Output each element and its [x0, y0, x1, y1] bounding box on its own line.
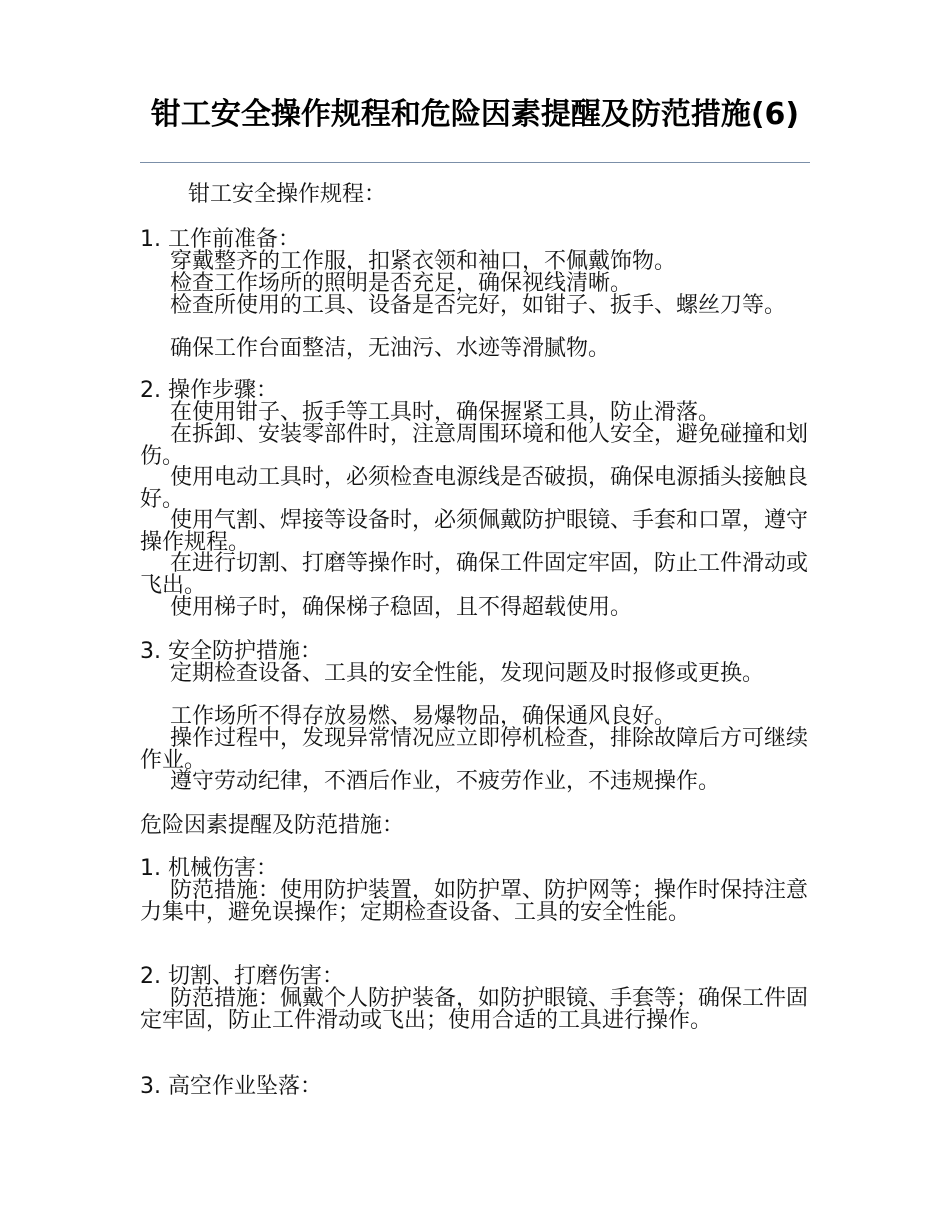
section-2-item: 在进行切割、打磨等操作时，确保工件固定牢固，防止工件滑动或飞出。 — [140, 551, 809, 598]
hazard-2-text: 防范措施：佩戴个人防护装备，如防护眼镜、手套等；确保工件固定牢固，防止工件滑动或飞出；使用合适的工具进行操作。 — [140, 986, 809, 1033]
hazard-intro: 危险因素提醒及防范措施： — [140, 813, 405, 838]
section-1-item: 确保工作台面整洁，无油污、水迹等滑腻物。 — [170, 336, 611, 361]
section-2-item: 在拆卸、安装零部件时，注意周围环境和他人安全，避免碰撞和划伤。 — [140, 422, 809, 469]
section-2-heading: 2. 操作步骤： — [140, 378, 278, 403]
document-title: 钳工安全操作规程和危险因素提醒及防范措施(6) — [150, 97, 800, 132]
section-2-item: 使用电动工具时，必须检查电源线是否破损，确保电源插头接触良好。 — [140, 465, 809, 512]
section-3-item: 工作场所不得存放易燃、易爆物品，确保通风良好。 — [170, 704, 677, 729]
section-3-item: 遵守劳动纪律，不酒后作业，不疲劳作业，不违规操作。 — [170, 769, 721, 794]
hazard-3-heading: 3. 高空作业坠落： — [140, 1074, 322, 1099]
section-3-item: 定期检查设备、工具的安全性能，发现问题及时报修或更换。 — [170, 661, 765, 686]
section-3-item: 操作过程中，发现异常情况应立即停机检查，排除故障后方可继续作业。 — [140, 726, 809, 773]
section-1-heading: 1. 工作前准备： — [140, 227, 300, 252]
section-2-item: 使用梯子时，确保梯子稳固，且不得超载使用。 — [170, 595, 633, 620]
section-2-item: 在使用钳子、扳手等工具时，确保握紧工具，防止滑落。 — [170, 400, 721, 425]
section-3-heading: 3. 安全防护措施： — [140, 639, 322, 664]
section-2-item: 使用气割、焊接等设备时，必须佩戴防护眼镜、手套和口罩，遵守操作规程。 — [140, 508, 809, 555]
section-1-item: 检查工作场所的照明是否充足，确保视线清晰。 — [170, 271, 633, 296]
section-1-item: 穿戴整齐的工作服，扣紧衣领和袖口，不佩戴饰物。 — [170, 249, 677, 274]
intro-line: 钳工安全操作规程： — [188, 182, 387, 207]
section-1-item: 检查所使用的工具、设备是否完好，如钳子、扳手、螺丝刀等。 — [170, 293, 787, 318]
hazard-2-heading: 2. 切割、打磨伤害： — [140, 964, 344, 989]
title-divider — [140, 162, 810, 163]
hazard-1-text: 防范措施：使用防护装置，如防护罩、防护网等；操作时保持注意力集中，避免误操作；定期检查设备、工具的安全性能。 — [140, 878, 809, 925]
hazard-1-heading: 1. 机械伤害： — [140, 856, 278, 881]
